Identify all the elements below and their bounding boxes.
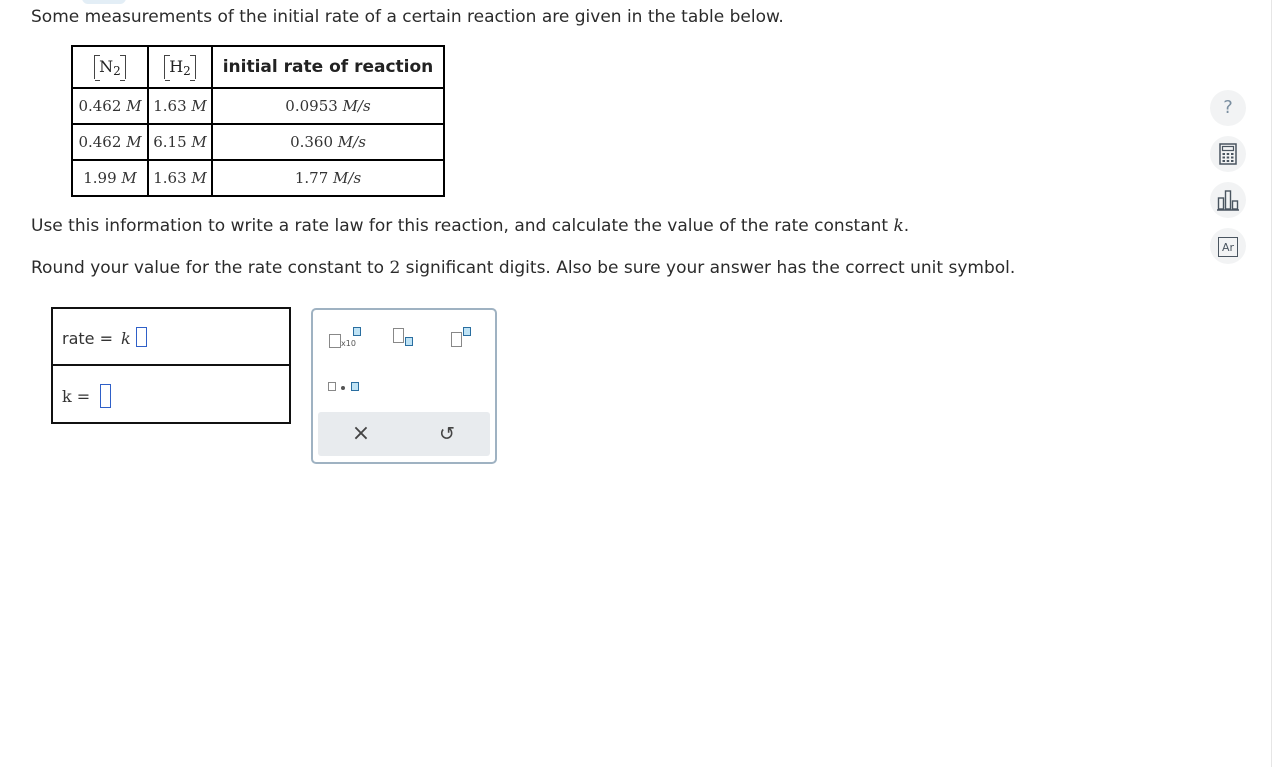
palette-actions bbox=[318, 412, 490, 456]
data-table bbox=[71, 45, 445, 197]
answer-box bbox=[51, 307, 291, 424]
math-palette bbox=[311, 308, 497, 464]
table-row bbox=[72, 124, 444, 160]
calculator-button[interactable] bbox=[1210, 136, 1246, 172]
instruction-rate-law: Use this information to write a rate law for this reaction, and calculate the value of the rate constant k. bbox=[31, 216, 910, 236]
table-header-row bbox=[72, 46, 444, 88]
cell-n2: 0.462 M bbox=[72, 124, 148, 160]
top-tab-indicator bbox=[82, 0, 126, 4]
rate-law-input[interactable] bbox=[136, 327, 147, 347]
calculator-icon bbox=[1219, 143, 1237, 165]
cell-n2: 1.99 M bbox=[72, 160, 148, 196]
periodic-table-button[interactable] bbox=[1210, 228, 1246, 264]
superscript-button[interactable] bbox=[449, 326, 477, 352]
k-symbol: k bbox=[121, 329, 131, 348]
rate-constant-row bbox=[53, 364, 289, 422]
scientific-notation-button[interactable]: x10 bbox=[327, 326, 365, 352]
help-icon: ? bbox=[1223, 97, 1233, 118]
scrollbar-track bbox=[1271, 0, 1272, 767]
table-row bbox=[72, 160, 444, 196]
rate-law-row bbox=[53, 309, 289, 364]
rate-label: rate = bbox=[62, 329, 113, 348]
cell-h2: 6.15 M bbox=[148, 124, 212, 160]
subscript-button[interactable] bbox=[391, 326, 419, 352]
k-label: k = bbox=[62, 387, 91, 406]
instruction-rounding: Round your value for the rate constant to 2 significant digits. Also be sure your answer has the correct unit symbol. bbox=[31, 258, 1016, 278]
intro-text: Some measurements of the initial rate of a certain reaction are given in the table below. bbox=[31, 7, 784, 27]
cell-rate: 0.0953 M/s bbox=[212, 88, 444, 124]
help-button[interactable] bbox=[1210, 90, 1246, 126]
table-row bbox=[72, 88, 444, 124]
header-n2: $N_2$ bbox=[72, 46, 148, 88]
multiplication-dot-button[interactable] bbox=[327, 378, 363, 398]
periodic-table-icon: Ar bbox=[1218, 237, 1238, 257]
cell-rate: 0.360 M/s bbox=[212, 124, 444, 160]
cell-n2: 0.462 M bbox=[72, 88, 148, 124]
cell-h2: 1.63 M bbox=[148, 88, 212, 124]
header-h2: $H_2$ bbox=[148, 46, 212, 88]
cell-h2: 1.63 M bbox=[148, 160, 212, 196]
bar-chart-icon bbox=[1217, 189, 1239, 211]
cell-rate: 1.77 M/s bbox=[212, 160, 444, 196]
header-initial-rate: initial rate of reaction bbox=[212, 46, 444, 88]
chart-button[interactable] bbox=[1210, 182, 1246, 218]
rate-constant-input[interactable] bbox=[100, 384, 111, 408]
clear-icon[interactable]: × bbox=[351, 421, 371, 446]
undo-icon[interactable]: ↺ bbox=[439, 423, 455, 445]
